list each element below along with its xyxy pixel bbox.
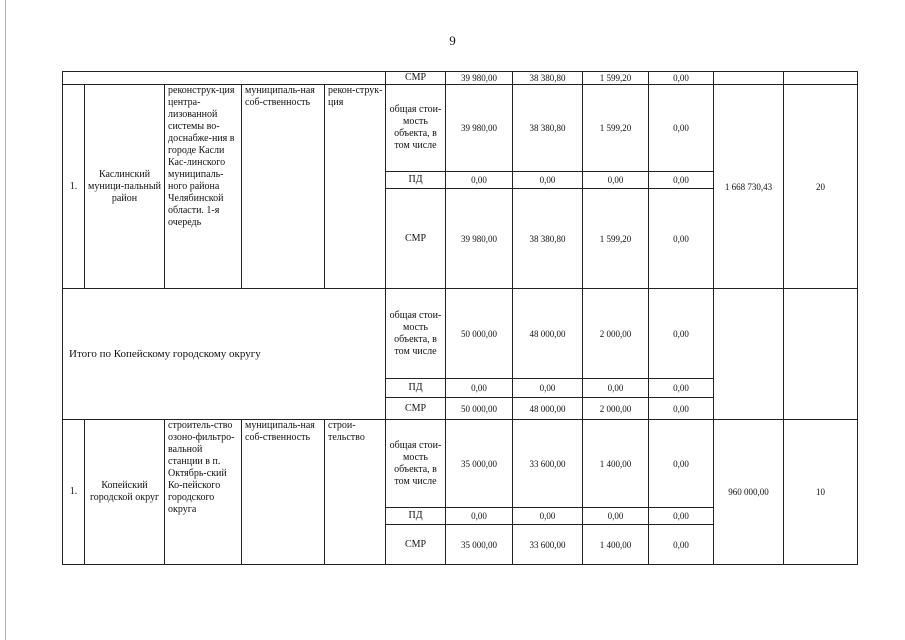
value-cell: 0,00 xyxy=(513,172,583,189)
row-label: СМР xyxy=(386,72,446,85)
value-cell: 0,00 xyxy=(649,379,714,398)
row-number: 1. xyxy=(63,420,85,565)
value-cell: 38 380,80 xyxy=(513,85,583,172)
row-label: общая стои-мость объекта, в том числе xyxy=(386,420,446,508)
object-name-cell: строитель-ство озоно-фильтро-вальной станции в п. Октябрь-ский Ко-пейского городского округа xyxy=(165,420,242,565)
term-cell: 10 xyxy=(784,420,858,565)
work-type-cell: строи-тельство xyxy=(325,420,386,565)
table-row xyxy=(63,289,858,379)
page-number: 9 xyxy=(449,33,456,48)
value-cell: 2 000,00 xyxy=(583,289,649,379)
row-label: ПД xyxy=(386,172,446,189)
value-cell: 38 380,80 xyxy=(513,72,583,85)
value-cell: 0,00 xyxy=(649,420,714,508)
value-cell: 0,00 xyxy=(513,379,583,398)
object-name-cell: реконструк-ция центра-лизованной системы во-доснабже-ния в городе Касли Кас-линского муниципаль-ного района Челябинской области. 1-я очередь xyxy=(165,85,242,289)
value-cell: 33 600,00 xyxy=(513,525,583,565)
table-row xyxy=(63,72,858,85)
capacity-cell: 960 000,00 xyxy=(714,420,784,565)
value-cell: 0,00 xyxy=(649,398,714,420)
value-cell: 0,00 xyxy=(649,172,714,189)
scan-edge-line xyxy=(5,0,6,640)
value-cell: 0,00 xyxy=(649,525,714,565)
value-cell: 50 000,00 xyxy=(446,289,513,379)
value-cell: 38 380,80 xyxy=(513,189,583,289)
value-cell: 35 000,00 xyxy=(446,420,513,508)
table-row xyxy=(63,420,858,508)
row-label: СМР xyxy=(386,398,446,420)
value-cell: 35 000,00 xyxy=(446,525,513,565)
row-label: общая стои-мость объекта, в том числе xyxy=(386,85,446,172)
term-cell: 20 xyxy=(784,85,858,289)
value-cell: 0,00 xyxy=(649,289,714,379)
value-cell: 2 000,00 xyxy=(583,398,649,420)
value-cell: 1 599,20 xyxy=(583,85,649,172)
capacity-cell: 1 668 730,43 xyxy=(714,85,784,289)
row-number: 1. xyxy=(63,85,85,289)
value-cell: 48 000,00 xyxy=(513,398,583,420)
investment-table xyxy=(62,71,858,565)
ownership-cell: муниципаль-ная соб-ственность xyxy=(242,85,325,289)
value-cell: 33 600,00 xyxy=(513,420,583,508)
value-cell: 0,00 xyxy=(513,508,583,525)
value-cell: 1 599,20 xyxy=(583,189,649,289)
row-label: ПД xyxy=(386,379,446,398)
empty-cell xyxy=(63,72,386,85)
value-cell: 0,00 xyxy=(583,508,649,525)
value-cell: 48 000,00 xyxy=(513,289,583,379)
value-cell: 0,00 xyxy=(446,379,513,398)
value-cell: 39 980,00 xyxy=(446,72,513,85)
value-cell: 39 980,00 xyxy=(446,189,513,289)
value-cell: 50 000,00 xyxy=(446,398,513,420)
subtotal-label: Итого по Копейскому городскому округу xyxy=(63,289,386,420)
value-cell: 0,00 xyxy=(446,172,513,189)
empty-cell xyxy=(784,289,858,420)
row-label: ПД xyxy=(386,508,446,525)
empty-cell xyxy=(784,72,858,85)
value-cell: 0,00 xyxy=(649,189,714,289)
value-cell: 1 400,00 xyxy=(583,420,649,508)
municipality-cell: Копейский городской округ xyxy=(85,420,165,565)
value-cell: 0,00 xyxy=(649,508,714,525)
value-cell: 0,00 xyxy=(446,508,513,525)
value-cell: 0,00 xyxy=(649,85,714,172)
table-row xyxy=(63,85,858,172)
row-label: СМР xyxy=(386,189,446,289)
value-cell: 1 400,00 xyxy=(583,525,649,565)
value-cell: 0,00 xyxy=(583,379,649,398)
value-cell: 39 980,00 xyxy=(446,85,513,172)
value-cell: 1 599,20 xyxy=(583,72,649,85)
empty-cell xyxy=(714,72,784,85)
value-cell: 0,00 xyxy=(583,172,649,189)
row-label: СМР xyxy=(386,525,446,565)
empty-cell xyxy=(714,289,784,420)
work-type-cell: рекон-струк-ция xyxy=(325,85,386,289)
ownership-cell: муниципаль-ная соб-ственность xyxy=(242,420,325,565)
row-label: общая стои-мость объекта, в том числе xyxy=(386,289,446,379)
municipality-cell: Каслинский муници-пальный район xyxy=(85,85,165,289)
value-cell: 0,00 xyxy=(649,72,714,85)
